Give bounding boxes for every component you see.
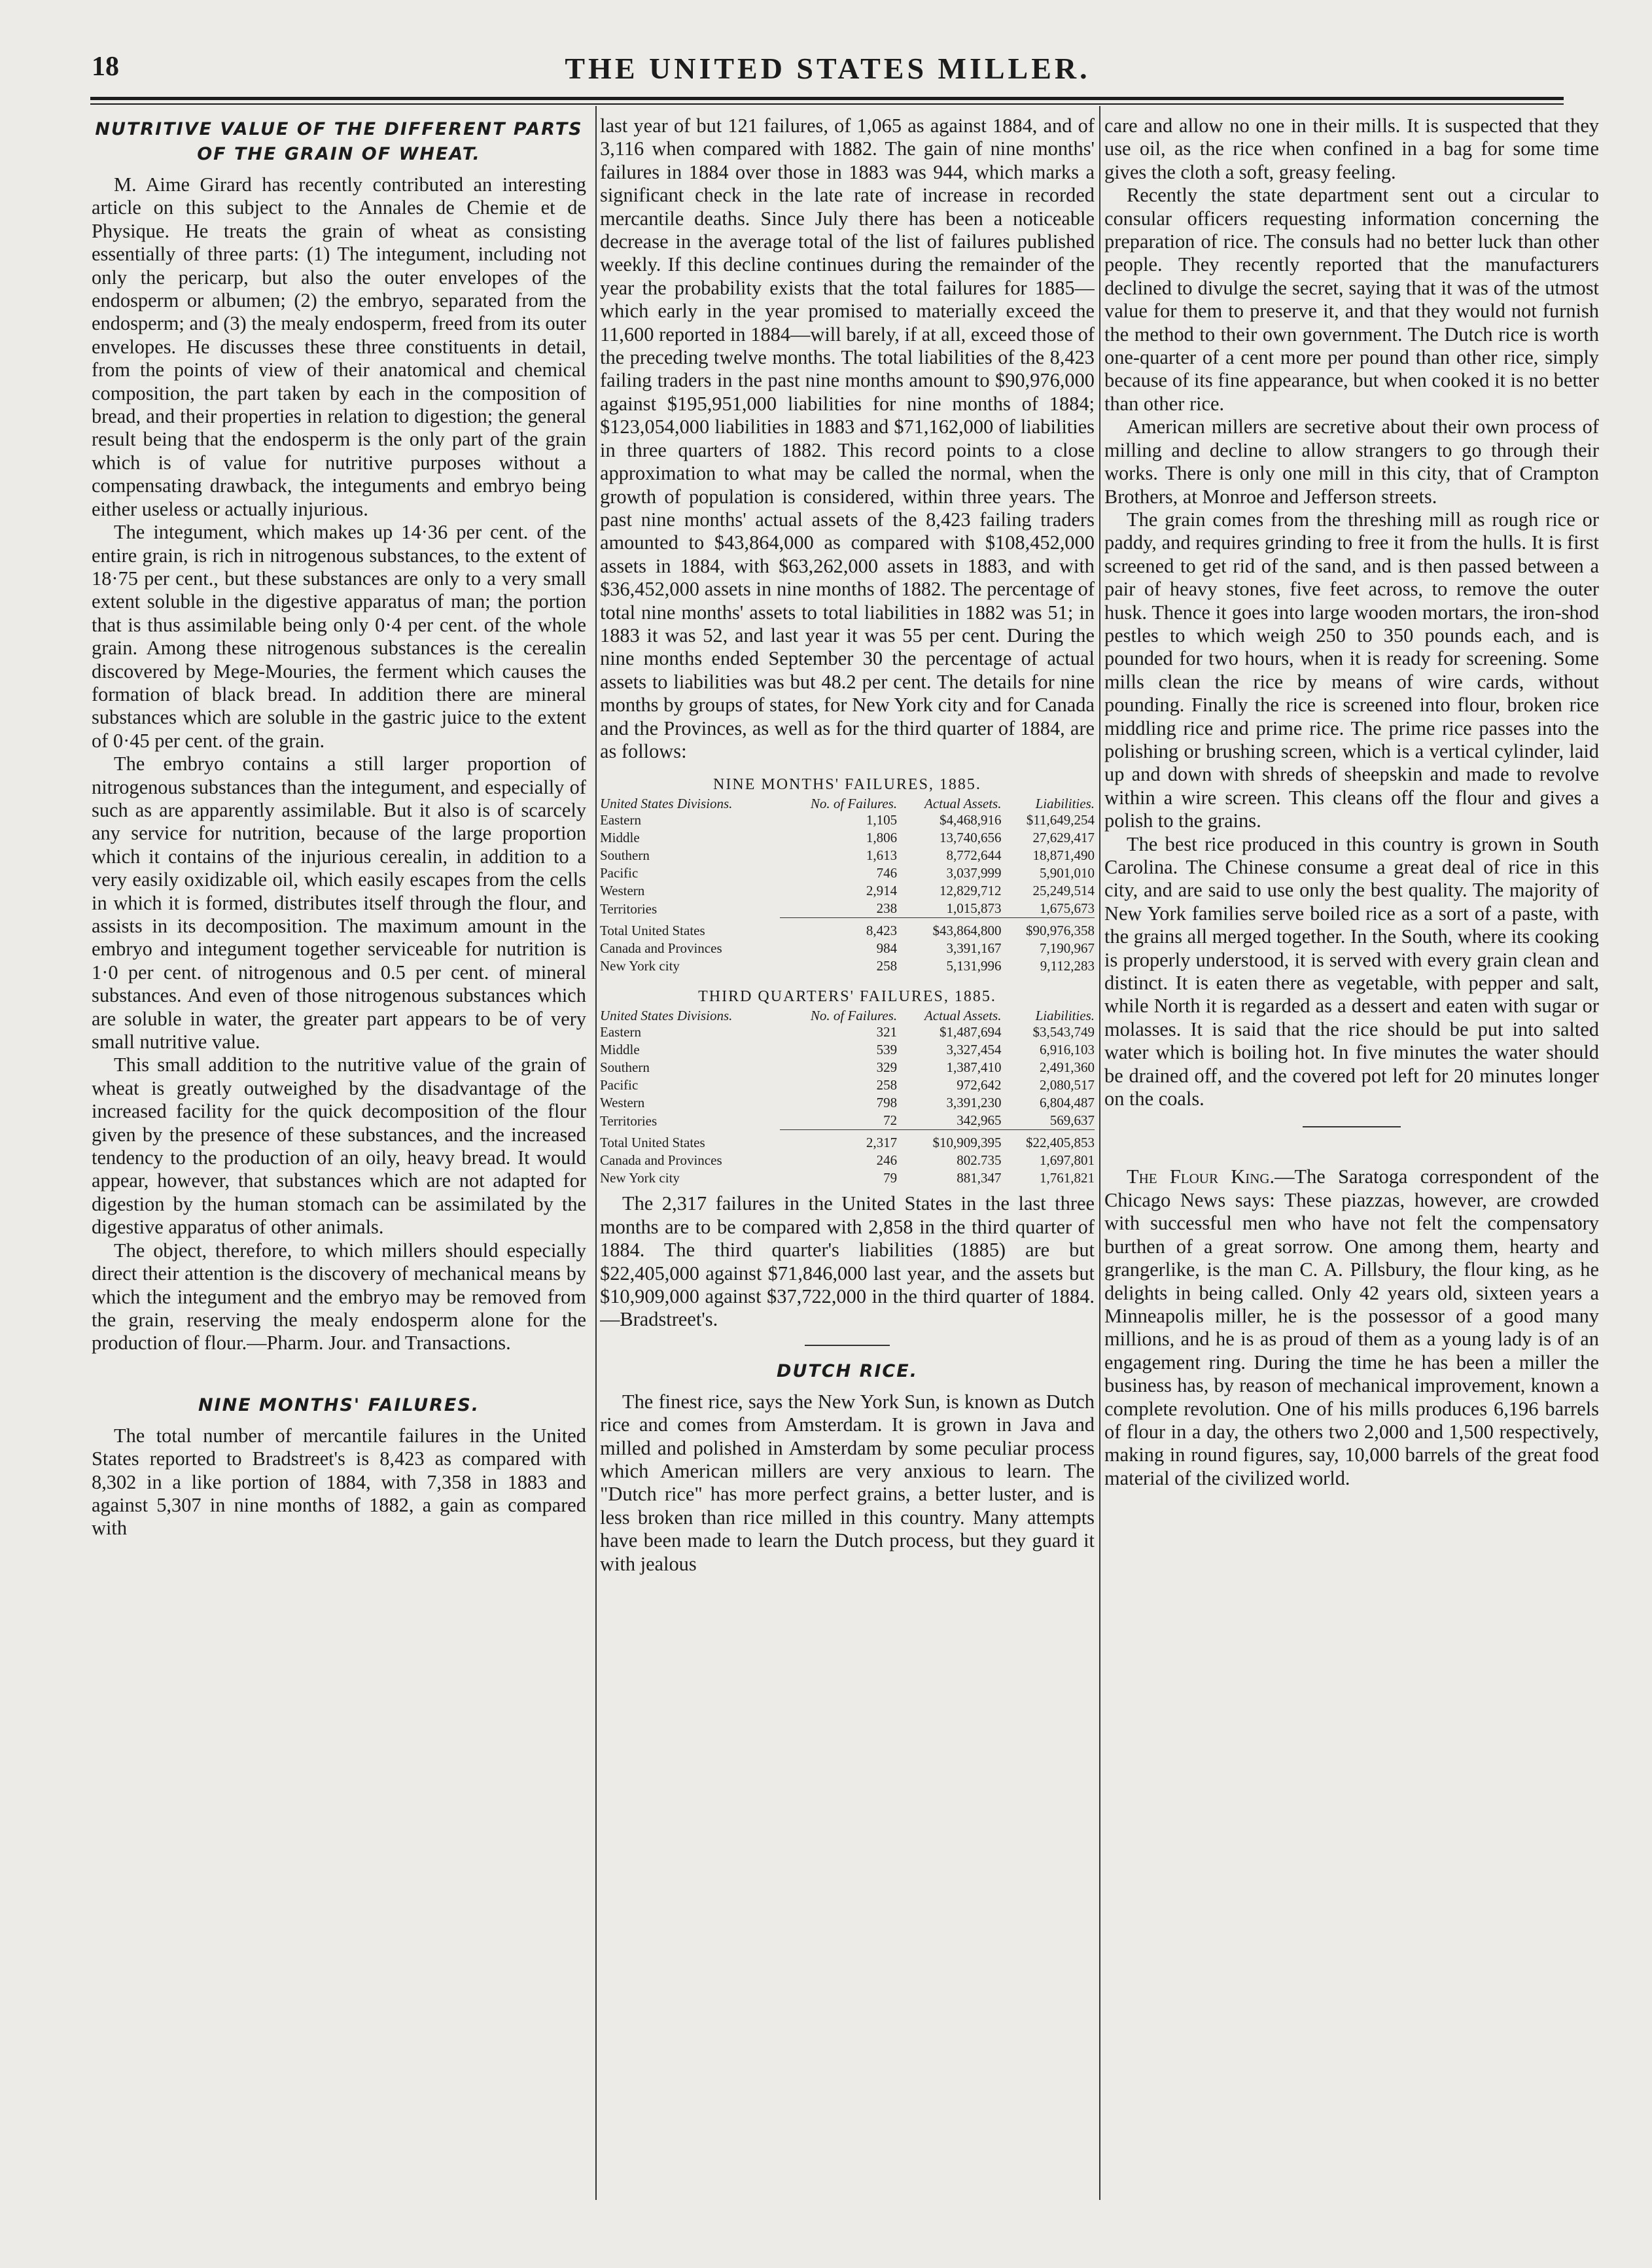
paragraph: American millers are secretive about their own process of milling and decline to allow strangers to go through their works. There is only one mill in this city, that of Crampton Brothers, at Monroe and Jefferson streets. bbox=[1104, 416, 1599, 508]
table-title-nine-months: NINE MONTHS' FAILURES, 1885. bbox=[713, 776, 981, 794]
article-heading-nutritive-value: NUTRITIVE VALUE OF THE DIFFERENT PARTS OF THE GRAIN OF WHEAT. bbox=[95, 119, 583, 164]
table-cell: 258 bbox=[876, 958, 898, 974]
table-cell: $90,976,358 bbox=[1026, 923, 1095, 939]
column-divider bbox=[1099, 106, 1100, 2200]
section-rule bbox=[1303, 1126, 1401, 1127]
table-header: No. of Failures. bbox=[810, 796, 898, 812]
table-total-row bbox=[600, 1130, 1095, 1152]
paragraph: last year of but 121 failures, of 1,065 as against 1884, and of 3,116 when compared with 1882. The gain of nine months' failures in 1884 over those in 1883 was 944, which marks a significant check in the late rate of increase in recorded mercantile deaths. Since July there has been a noticeable decrease in the average total of the list of failures published weekly. If this decline continues during the remainder of the year the probability exists that the total failures for 1885—which early in the year promised to materially exceed the 11,600 reported in 1884—will barely, if at all, exceed those of the preceding twelve months. The total liabilities of the 8,423 failing traders in the past nine months amount to $90,976,000 against $195,951,000 liabilities for nine months of 1884; $123,054,000 liabilities in 1883 and $71,162,000 of liabilities in three quarters of 1882. This record points to a close approximation to what may be called the normal, when the growth of population is considered, within three years. The past nine months' actual assets of the 8,423 failing traders amounted to $43,864,000 as compared with $108,452,000 assets in 1884, with $63,262,000 assets in 1883, and with $36,452,000 assets in nine months of 1882. The percentage of total nine months' assets to total liabilities in 1882 was 51; in 1883 it was 52, and last year it was 55 per cent. During the nine months ended September 30 the percentage of actual assets to liabilities was but 48.2 per cent. The details for nine months by groups of states, for New York city and for Canada and the Provinces, as well as for the third quarter of 1884, are as follows: bbox=[600, 115, 1095, 762]
paragraph: The 2,317 failures in the United States in the last three months are to be compared with 2,858 in the third quarter of 1884. The third quarter's liabilities (1885) are but $22,405,000 against $71,846,000 last year, and the assets but $10,909,000 against $37,722,000 in the third quarter of 1884.—Bradstreet's. bbox=[600, 1192, 1095, 1331]
table-cell: 2,914 bbox=[866, 883, 898, 899]
table-cell: 5,901,010 bbox=[1040, 865, 1095, 881]
page-title: THE UNITED STATES MILLER. bbox=[565, 52, 1091, 85]
table-row bbox=[600, 829, 1095, 847]
table-cell: 8,423 bbox=[866, 923, 898, 939]
table-cell: Middle bbox=[600, 830, 640, 846]
page-number: 18 bbox=[92, 52, 119, 82]
table-header: United States Divisions. bbox=[600, 796, 733, 812]
paragraph: The object, therefore, to which millers should especially direct their attention is the discovery of mechanical means by which the integument and the embryo may be removed from the grain, reserving the mealy endosperm alone for the production of flour.—Pharm. Jour. and Transactions. bbox=[92, 1239, 586, 1355]
table-cell: 5,131,996 bbox=[946, 958, 1002, 974]
table-row bbox=[600, 957, 1095, 975]
paragraph: The integument, which makes up 14·36 per cent. of the entire grain, is rich in nitrogenous substances, to the extent of 18·75 per cent., but these substances are only to a very small extent soluble in the digestive apparatus of man; the portion that is thus assimilable being only 0·4 per cent. of the whole grain. Among these nitrogenous substances is the cerealin discovered by Mege-Mouries, the ferment which causes the formation of black bread. In addition there are mineral substances which are soluble in the gastric juice to the extent of 0·45 per cent. of the grain. bbox=[92, 521, 586, 752]
table-cell: 3,037,999 bbox=[946, 865, 1002, 881]
paragraph-flour-king bbox=[1104, 1165, 1599, 1490]
table-cell: 329 bbox=[876, 1059, 898, 1076]
table-cell: Eastern bbox=[600, 1024, 641, 1040]
table-cell: Canada and Provinces bbox=[600, 940, 722, 957]
table-row bbox=[600, 1023, 1095, 1041]
paragraph: Recently the state department sent out a circular to consular officers requesting information concerning the preparation of rice. The consuls had no better luck than other people. They recently reported that the manufacturers declined to divulge the secret, saying that it was of the utmost value for them to preserve it, and that they would not furnish the method to their own government. The Dutch rice is worth one-quarter of a cent more per pound than other rice, simply because of its fine appearance, but when cooked it is no better than other rice. bbox=[1104, 184, 1599, 415]
table-cell: 79 bbox=[883, 1170, 898, 1186]
table-cell: 2,080,517 bbox=[1040, 1077, 1095, 1093]
table-cell: 1,761,821 bbox=[1040, 1170, 1095, 1186]
table-cell: 972,642 bbox=[957, 1077, 1002, 1093]
table-cell: 3,327,454 bbox=[946, 1042, 1002, 1058]
section-rule bbox=[805, 1345, 890, 1346]
table-cell: 342,965 bbox=[897, 1112, 1001, 1130]
table-cell: 72 bbox=[780, 1112, 897, 1130]
table-title-third-quarters: THIRD QUARTERS' FAILURES, 1885. bbox=[698, 988, 996, 1006]
article-heading-dutch-rice: DUTCH RICE. bbox=[777, 1360, 918, 1381]
paragraph: The total number of mercantile failures in the United States reported to Bradstreet's is 8,423 as compared with 8,302 in a like portion of 1884, with 7,358 in 1883 and against 5,307 in nine months of 1882, a gain as compared with bbox=[92, 1424, 586, 1540]
column-3 bbox=[1104, 115, 1599, 2222]
table-cell: 7,190,967 bbox=[1040, 940, 1095, 957]
table-cell: 1,613 bbox=[866, 847, 898, 864]
table-cell: Eastern bbox=[600, 812, 641, 828]
table-header: Actual Assets. bbox=[924, 796, 1002, 812]
table-cell: 25,249,514 bbox=[1032, 883, 1095, 899]
table-cell: Pacific bbox=[600, 1077, 639, 1093]
table-cell: $1,487,694 bbox=[939, 1024, 1002, 1040]
table-row bbox=[600, 1169, 1095, 1187]
table-cell: 1,105 bbox=[866, 812, 898, 828]
table-cell: Western bbox=[600, 883, 645, 899]
flour-king-text: —The Saratoga correspondent of the Chicago News says: These piazzas, however, are crowded with successful men who have not felt the compensatory burthen of a great sorrow. One among them, hearty and grangerlike, is the man C. A. Pillsbury, the flour king, as he delights in being called. Only 42 years old, sixteen years a Minneapolis miller, he is the possessor of a good many millions, and he is as proud of them as a young lady is of an engagement ring. During the time he has been a miller the business has, by reason of mechanical improvement, known a complete revolution. One of his mills produces 6,196 barrels of flour in a day, the others two 2,000 and 1,500 respectively, making in round figures, say, 10,000 barrels of the great food material of the civilized world. bbox=[1104, 1165, 1599, 1489]
table-row bbox=[600, 811, 1095, 829]
paragraph: The finest rice, says the New York Sun, is known as Dutch rice and comes from Amsterdam. It is grown in Java and milled and polished in Amsterdam by some peculiar process which American millers are very anxious to learn. The "Dutch rice" has more perfect grains, a better luster, and is less broken than rice milled in this country. Many attempts have been made to learn the Dutch process, but they guard it with jealous bbox=[600, 1390, 1095, 1575]
paragraph: The embryo contains a still larger proportion of nitrogenous substances than the integument, and especially of such as are apparently assimilable. But it also is of scarcely any service for nutrition, because of the large proportion which it contains of the injurious cerealin, in addition to a very easily oxidizable oil, which easily escapes from the cells in which it is formed, distributes itself through the flour, and assists in its decomposition. The maximum amount in the embryo and integument together serviceable for nutrition is 1·0 per cent. of nitrogenous and 0.5 per cent. of mineral substances. And even of those nitrogenous substances which are soluble in water, the greater part appears to be of very small nutritive value. bbox=[92, 753, 586, 1054]
table-cell: 27,629,417 bbox=[1032, 830, 1095, 846]
table-cell: 2,317 bbox=[866, 1135, 898, 1151]
table-header: Liabilities. bbox=[1035, 1008, 1095, 1024]
table-cell: 1,015,873 bbox=[897, 900, 1001, 918]
table-cell: 8,772,644 bbox=[946, 847, 1002, 864]
table-cell: 238 bbox=[780, 900, 897, 918]
table-cell: $22,405,853 bbox=[1026, 1135, 1095, 1151]
table-cell: 984 bbox=[876, 940, 898, 957]
table-cell: 2,491,360 bbox=[1040, 1059, 1095, 1076]
table-cell: 321 bbox=[876, 1024, 898, 1040]
table-cell: 798 bbox=[876, 1095, 898, 1111]
column-2 bbox=[600, 115, 1095, 2222]
column-1 bbox=[92, 115, 586, 2222]
header-rule-thin bbox=[90, 103, 1564, 105]
table-cell: Southern bbox=[600, 1059, 650, 1076]
header-rule bbox=[90, 97, 1564, 100]
table-cell: 12,829,712 bbox=[939, 883, 1002, 899]
table-row bbox=[600, 1059, 1095, 1076]
table-row bbox=[600, 864, 1095, 882]
table-cell: Territories bbox=[600, 900, 658, 917]
table-cell: 9,112,283 bbox=[1040, 958, 1095, 974]
table-cell: 539 bbox=[876, 1042, 898, 1058]
paragraph: This small addition to the nutritive value of the grain of wheat is greatly outweighed by the disadvantage of the increased facility for the quick decomposition of the flour given by the presence of these substances, and the increased tendency to the production of an oily, heavy bread. It would appear, however, that substances which are not adapted for digestion by the human stomach can be assimilated by the digestive apparatus of other animals. bbox=[92, 1054, 586, 1239]
table-row bbox=[600, 1112, 1095, 1130]
table-total-row bbox=[600, 918, 1095, 940]
table-cell: 258 bbox=[876, 1077, 898, 1093]
table-cell: 6,916,103 bbox=[1040, 1042, 1095, 1058]
table-header: Actual Assets. bbox=[924, 1008, 1002, 1024]
table-row bbox=[600, 1152, 1095, 1169]
table-cell: New York city bbox=[600, 958, 680, 974]
table-header: United States Divisions. bbox=[600, 1008, 733, 1024]
table-cell: Territories bbox=[600, 1112, 658, 1129]
page-header bbox=[92, 51, 1564, 90]
table-cell: Western bbox=[600, 1095, 645, 1111]
failures-table-third-quarters bbox=[600, 1008, 1095, 1187]
table-cell: New York city bbox=[600, 1170, 680, 1186]
table-cell: Southern bbox=[600, 847, 650, 864]
table-cell: $43,864,800 bbox=[932, 923, 1002, 939]
failures-table-nine-months bbox=[600, 796, 1095, 975]
table-row bbox=[600, 1094, 1095, 1112]
article-heading-nine-months-failures: NINE MONTHS' FAILURES. bbox=[198, 1394, 480, 1415]
table-cell: 569,637 bbox=[1001, 1112, 1095, 1130]
paragraph: The best rice produced in this country is grown in South Carolina. The Chinese consume a great deal of rice in this city, and are said to use only the best quality. The majority of New York families serve boiled rice as a sort of a paste, with the grains all merged together. In the South, where its cooking is properly understood, it is served with every grain clean and distinct. It is eaten there as vegetable, with pepper and salt, while North it is regarded as a dessert and eaten with sugar or molasses. It is said that the rice should be put into salted water which is boiling hot. In five minutes the water should be drained off, and the covered pot left for 20 minutes longer on the coals. bbox=[1104, 832, 1599, 1110]
table-cell: 746 bbox=[876, 865, 898, 881]
table-row bbox=[600, 1041, 1095, 1059]
table-cell: 3,391,167 bbox=[946, 940, 1002, 957]
table-header: Liabilities. bbox=[1035, 796, 1095, 812]
paragraph: M. Aime Girard has recently contributed an interesting article on this subject to the Annales de Chemie et de Physique. He treats the grain of wheat as consisting essentially of three parts: (1) The integument, including not only the pericarp, but also the outer envelopes of the endosperm or albumen; (2) the embryo, separated from the endosperm; and (3) the mealy endosperm, freed from its outer envelopes. He discusses these three constituents in detail, from the points of view of their anatomical and chemical composition, the part taken by each in the composition of bread, and their properties in relation to digestion; the general result being that the endosperm is the only part of the grain which is of value for nutritive purposes without a compensating drawback, the integuments and embryo being either useless or actually injurious. bbox=[92, 173, 586, 520]
table-cell: Pacific bbox=[600, 865, 639, 881]
table-header: No. of Failures. bbox=[810, 1008, 898, 1024]
table-cell: 18,871,490 bbox=[1032, 847, 1095, 864]
flour-king-lead: The Flour King. bbox=[1127, 1165, 1275, 1188]
table-cell: 1,806 bbox=[866, 830, 898, 846]
paragraph: The grain comes from the threshing mill as rough rice or paddy, and requires grinding to free it from the hulls. It is first screened to get rid of the sand, and is then passed between a pair of heavy stones, five feet across, to remove the outer husk. Thence it goes into large wooden mortars, the iron-shod pestles to which weigh 250 to 350 pounds each, and is pounded for two hours, when it is ready for screening. Some mills clean the rice by means of wire cards, without pounding. Finally the rice is screened into flour, broken rice middling rice and prime rice. The prime rice passes into the polishing or brushing screen, which is a vertical cylinder, laid up and down with shreds of sheepskin and made to revolve within a wire screen. This cleans off the flour and gives a polish to the grains. bbox=[1104, 508, 1599, 832]
paragraph: care and allow no one in their mills. It is suspected that they use oil, as the rice when confined in a bag for some time gives the cloth a soft, greasy feeling. bbox=[1104, 115, 1599, 183]
table-cell: 1,675,673 bbox=[1001, 900, 1095, 918]
table-row bbox=[600, 847, 1095, 864]
table-cell: Canada and Provinces bbox=[600, 1152, 722, 1169]
table-row bbox=[600, 1076, 1095, 1094]
table-row bbox=[600, 940, 1095, 957]
column-divider bbox=[595, 106, 597, 2200]
table-cell: 3,391,230 bbox=[946, 1095, 1002, 1111]
table-cell: $3,543,749 bbox=[1032, 1024, 1095, 1040]
table-cell: 246 bbox=[876, 1152, 898, 1169]
table-cell: Total United States bbox=[600, 923, 705, 939]
table-cell: 881,347 bbox=[957, 1170, 1002, 1186]
table-cell: 802.735 bbox=[957, 1152, 1002, 1169]
table-cell: $4,468,916 bbox=[939, 812, 1002, 828]
table-cell: $11,649,254 bbox=[1026, 812, 1095, 828]
table-cell: 13,740,656 bbox=[939, 830, 1002, 846]
table-row bbox=[600, 882, 1095, 900]
table-cell: 1,697,801 bbox=[1040, 1152, 1095, 1169]
table-cell: 6,804,487 bbox=[1040, 1095, 1095, 1111]
table-row bbox=[600, 900, 1095, 918]
table-cell: Middle bbox=[600, 1042, 640, 1058]
table-cell: Total United States bbox=[600, 1135, 705, 1151]
table-cell: 1,387,410 bbox=[946, 1059, 1002, 1076]
table-cell: $10,909,395 bbox=[932, 1135, 1002, 1151]
